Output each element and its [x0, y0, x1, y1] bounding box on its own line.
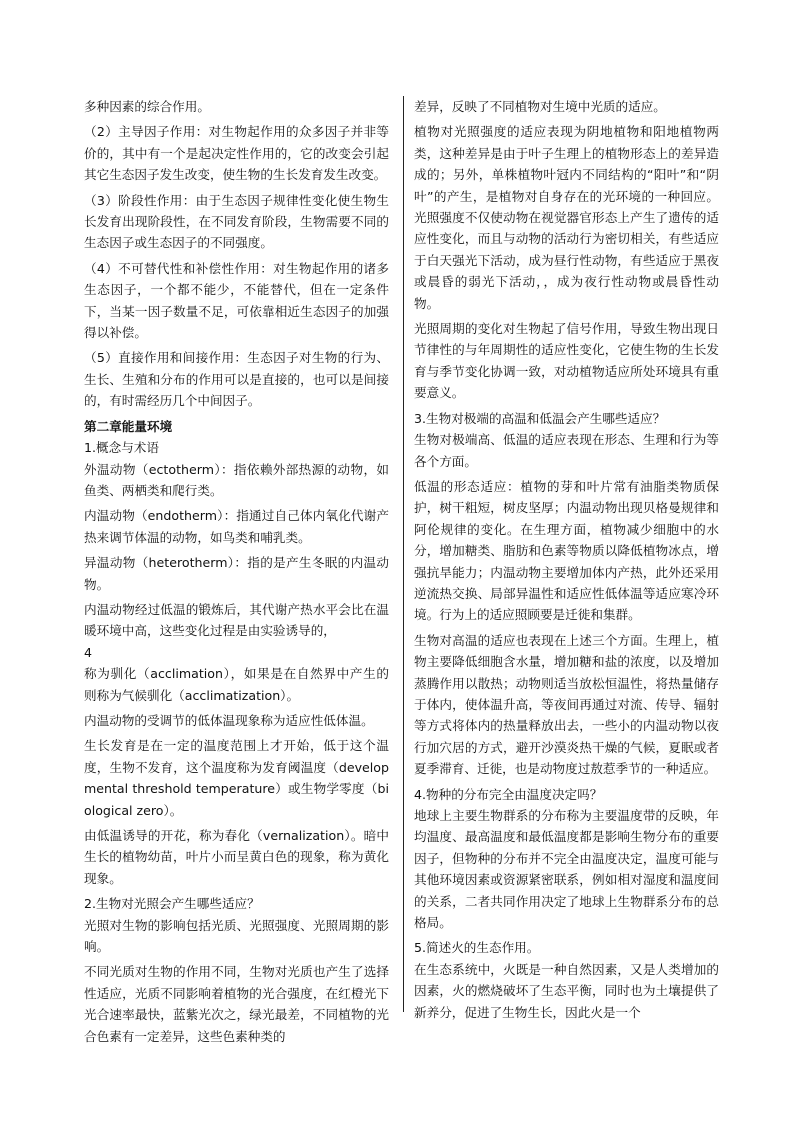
section-heading: 1.概念与术语: [84, 440, 159, 456]
paragraph: 低温的形态适应：植物的芽和叶片常有油脂类物质保护，树干粗短，树皮坚厚；内温动物出现贝格曼规律和阿伦规律的变化。在生理方面，植物减少细胞中的水分，增加糖类、脂肪和色素等物质以降低植物冰点，增强抗旱能力；内温动物主要增加体内产热，此外还采用逆流热交换、局部异温性和适应性低体温等适应寒冷环境。行为上的适应照顾要是迁徙和集群。: [414, 478, 719, 623]
paragraph: 多种因素的综合作用。: [84, 99, 210, 114]
paragraph: 异温动物（heterotherm）：指的是产生冬眠的内温动物。: [84, 555, 389, 592]
chapter-heading: 第二章能量环境: [84, 418, 173, 434]
paragraph: 光照周期的变化对生物起了信号作用，导致生物出现日节律性的与年周期性的适应性变化，它使生物的生长发育与季节变化协调一致，对动植物适应所处环境具有重要意义。: [414, 321, 719, 401]
paragraph: 内温动物的受调节的低体温现象称为适应性低体温。: [84, 712, 374, 728]
page-number: 4: [84, 644, 93, 660]
paragraph: 由低温诱导的开花，称为春化（vernalization）。暗中生长的植物幼苗，叶片小而呈黄白色的现象，称为黄化现象。: [84, 828, 389, 886]
paragraph: 称为驯化（acclimation），如果是在自然界中产生的则称为气候驯化（acclimatization）。: [84, 666, 389, 703]
column-divider: [403, 96, 404, 1012]
paragraph: 生物对高温的适应也表现在上述三个方面。生理上，植物主要降低细胞含水量，增加糖和盐的浓度，以及增加蒸腾作用以散热；动物则适当放松恒温性，将热量储存于体内，使体温升高，等夜间再通过对流、传导、辐射等方式将体内的热量释放出去，一些小的内温动物以夜行加穴居的方式，避开沙漠炎热干燥的气候，夏眠或者夏季滞育、迁徙，也是动物度过敖惹季节的一种适应。: [414, 632, 719, 777]
paragraph: 生物对极端高、低温的适应表现在形态、生理和行为等各个方面。: [414, 432, 719, 469]
paragraph: 内温动物（endotherm）：指通过自己体内氧化代谢产热来调节体温的动物，如鸟类和哺乳类。: [84, 508, 389, 545]
paragraph: 内温动物经过低温的锻炼后，其代谢产热水平会比在温暖环境中高，这些变化过程是由实验诱导的，: [84, 601, 389, 639]
question-heading: 2.生物对光照会产生哪些适应？: [84, 896, 260, 912]
paragraph: 外温动物（ectotherm）：指依赖外部热源的动物，如鱼类、两栖类和爬行类。: [84, 461, 389, 498]
paragraph: （5）直接作用和间接作用：生态因子对生物的行为、生长、生殖和分布的作用可以是直接的，也可以是间接的，有时需经历几个中间因子。: [84, 350, 389, 409]
paragraph: （2）主导因子作用：对生物起作用的众多因子并非等价的，其中有一个是起决定性作用的，它的改变会引起其它生态因子发生改变，使生物的生长发育发生改变。: [84, 124, 389, 183]
left-column: [84, 96, 389, 1051]
paragraph: 差异，反映了不同植物对生境中光质的适应。: [414, 99, 666, 114]
paragraph: （4）不可替代性和补偿性作用：对生物起作用的诸多生态因子，一个都不能少，不能替代，但在一定条件下，当某一因子数量不足，可依靠相近生态因子的加强得以补偿。: [84, 260, 389, 341]
question-heading: 4.物种的分布完全由温度决定吗？: [414, 786, 603, 802]
paragraph: 生长发育是在一定的温度范围上才开始，低于这个温度，生物不发育，这个温度称为发育阈温度（developmental threshold temperature）或生物学零度（biological zero）。: [84, 738, 389, 818]
question-heading: 3.生物对极端的高温和低温会产生哪些适应？: [414, 410, 666, 426]
right-column: [414, 96, 719, 1027]
paragraph: 不同光质对生物的作用不同，生物对光质也产生了选择性适应，光质不同影响着植物的光合强度，在红橙光下光合速率最快，蓝紫光次之，绿光最差，不同植物的光合色素有一定差异，这些色素种类的: [84, 964, 389, 1044]
paragraph: 植物对光照强度的适应表现为阴地植物和阳地植物两类，这种差异是由于叶子生理上的植物形态上的差异造成的；另外，单株植物叶冠内不同结构的“阳叶”和“阴叶”的产生，是植物对自身存在的光环境的一种回应。光照强度不仅使动物在视觉器官形态上产生了遗传的适应性变化，而且与动物的活动行为密切相关，有些适应于白天强光下活动，成为昼行性动物，有些适应于黑夜或晨昏的弱光下活动，，成为夜行性动物或晨昏性动物。: [414, 124, 719, 311]
paragraph: 地球上主要生物群系的分布称为主要温度带的反映，年均温度、最高温度和最低温度都是影响生物分布的重要因子，但物种的分布并不完全由温度决定，温度可能与其他环境因素或资源紧密联系，例如相对湿度和温度间的关系，二者共同作用决定了地球上生物群系分布的总格局。: [414, 808, 719, 931]
paragraph: 在生态系统中，火既是一种自然因素，又是人类增加的因素，火的燃烧破坏了生态平衡，同时也为土壤提供了新养分，促进了生物生长，因此火是一个: [414, 961, 719, 1020]
paragraph: 光照对生物的影响包括光质、光照强度、光照周期的影响。: [84, 917, 389, 955]
question-heading: 5.简述火的生态作用。: [414, 940, 540, 956]
paragraph: （3）阶段性作用：由于生态因子规律性变化使生物生长发育出现阶段性，在不同发育阶段，生物需要不同的生态因子或生态因子的不同强度。: [84, 192, 389, 251]
